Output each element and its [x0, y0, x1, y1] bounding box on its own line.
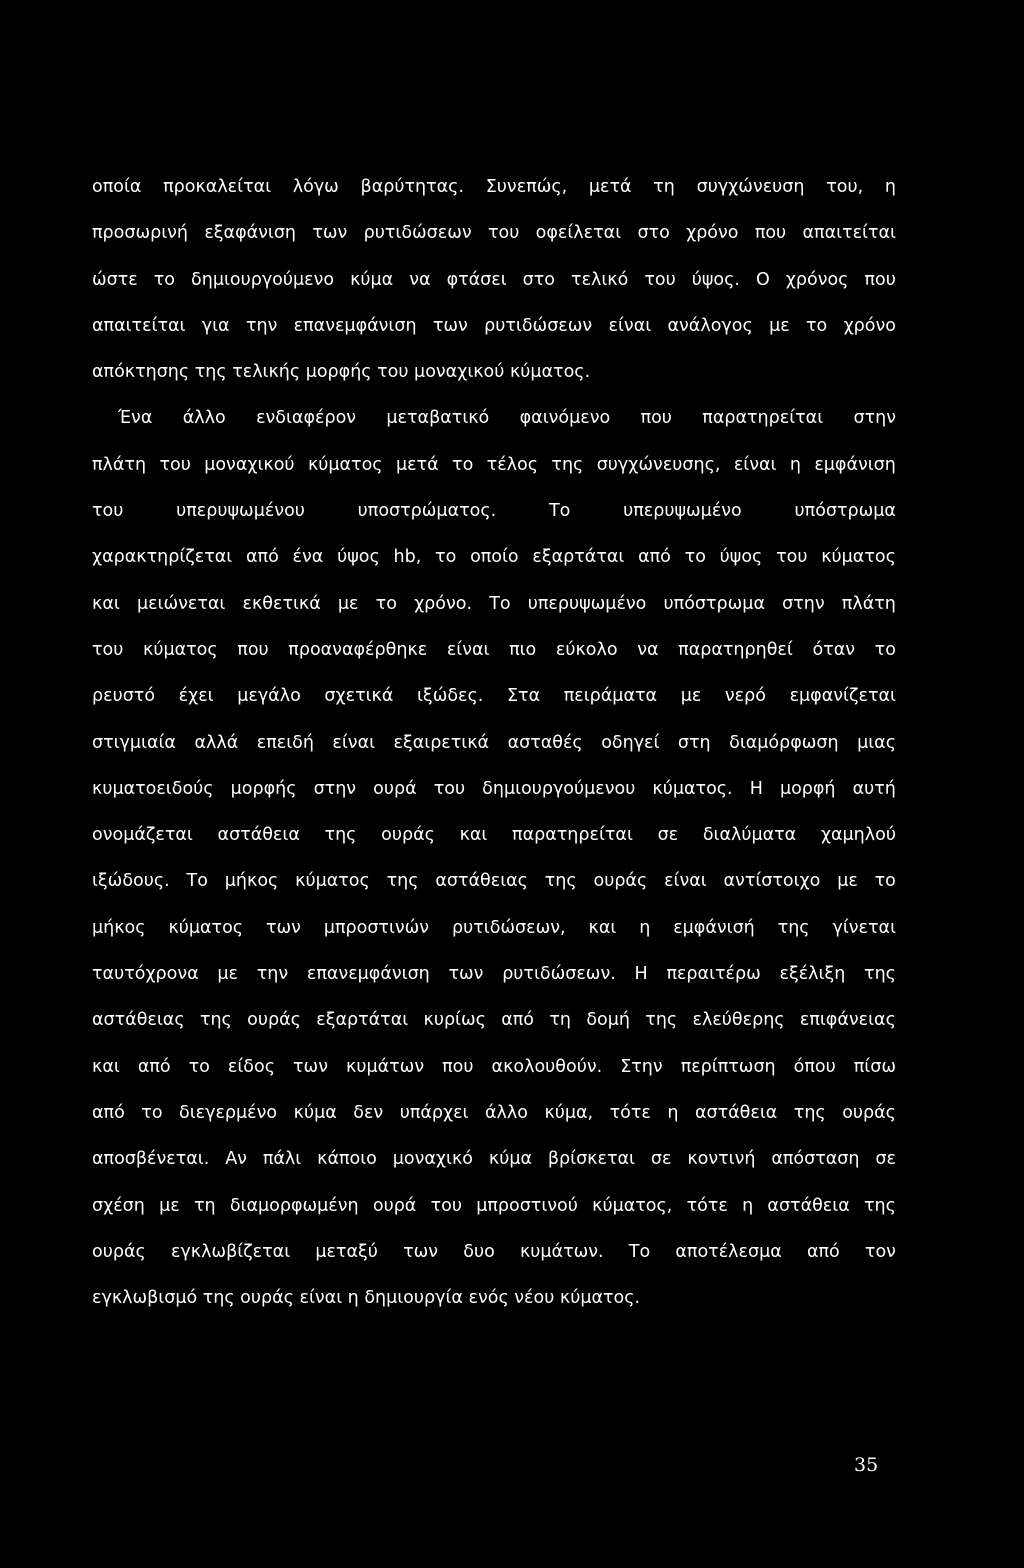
- text-line: ταυτόχρονα με την επανεμφάνιση των ρυτιδώσεων. Η περαιτέρω εξέλιξη της: [92, 964, 896, 985]
- text-line: ονομάζεται αστάθεια της ουράς και παρατηρείται σε διαλύματα χαμηλού: [92, 825, 896, 846]
- text-line: οποία προκαλείται λόγω βαρύτητας. Συνεπώς, μετά τη συγχώνευση του, η: [92, 177, 896, 197]
- text-line: σχέση με τη διαμορφωμένη ουρά του μπροστινού κύματος, τότε η αστάθεια της: [92, 1195, 896, 1216]
- text-line: εγκλωβισμό της ουράς είναι η δημιουργία ενός νέου κύματος.: [92, 1288, 641, 1309]
- text-line: αστάθειας της ουράς εξαρτάται κυρίως από τη δομή της ελεύθερης επιφάνειας: [92, 1010, 896, 1031]
- text-line: και από το είδος των κυμάτων που ακολουθούν. Στην περίπτωση όπου πίσω: [92, 1056, 896, 1077]
- text-line: αποσβένεται. Αν πάλι κάποιο μοναχικό κύμα βρίσκεται σε κοντινή απόσταση σε: [92, 1149, 896, 1170]
- text-line: ουράς εγκλωβίζεται μεταξύ των δυο κυμάτων. Το αποτέλεσμα από τον: [92, 1241, 896, 1262]
- text-line: και μειώνεται εκθετικά με το χρόνο. Το υπερυψωμένο υπόστρωμα στην πλάτη: [92, 593, 896, 614]
- text-line: κυματοειδούς μορφής στην ουρά του δημιουργούμενου κύματος. Η μορφή αυτή: [92, 778, 896, 799]
- text-line: απαιτείται για την επανεμφάνιση των ρυτιδώσεων είναι ανάλογος με το χρόνο: [92, 315, 896, 336]
- text-line: ρευστό έχει μεγάλο σχετικά ιξώδες. Στα πειράματα με νερό εμφανίζεται: [92, 686, 896, 707]
- page-number: 35: [854, 1454, 879, 1476]
- text-line: προσωρινή εξαφάνιση των ρυτιδώσεων του οφείλεται στο χρόνο που απαιτείται: [92, 223, 896, 244]
- text-line: ιξώδους. Το μήκος κύματος της αστάθειας της ουράς είναι αντίστοιχο με το: [92, 871, 896, 892]
- text-line: στιγμιαία αλλά επειδή είναι εξαιρετικά ασταθές οδηγεί στη διαμόρφωση μιας: [92, 732, 896, 753]
- text-line: του υπερυψωμένου υποστρώματος. Το υπερυψωμένο υπόστρωμα: [92, 501, 896, 522]
- text-line: ώστε το δημιουργούμενο κύμα να φτάσει στο τελικό του ύψος. Ο χρόνος που: [92, 269, 896, 290]
- text-line: μήκος κύματος των μπροστινών ρυτιδώσεων, και η εμφάνισή της γίνεται: [92, 917, 896, 938]
- text-line: του κύματος που προαναφέρθηκε είναι πιο εύκολο να παρατηρηθεί όταν το: [92, 639, 896, 660]
- text-line: χαρακτηρίζεται από ένα ύψος hb, το οποίο εξαρτάται από το ύψος του κύματος: [92, 547, 896, 568]
- body-text: [92, 164, 896, 1321]
- text-line: απόκτησης της τελικής μορφής του μοναχικού κύματος.: [92, 362, 591, 383]
- text-line: Ένα άλλο ενδιαφέρον μεταβατικό φαινόμενο που παρατηρείται στην: [118, 408, 896, 429]
- text-line: πλάτη του μοναχικού κύματος μετά το τέλος της συγχώνευσης, είναι η εμφάνιση: [92, 454, 896, 475]
- text-line: από το διεγερμένο κύμα δεν υπάρχει άλλο κύμα, τότε η αστάθεια της ουράς: [92, 1102, 896, 1123]
